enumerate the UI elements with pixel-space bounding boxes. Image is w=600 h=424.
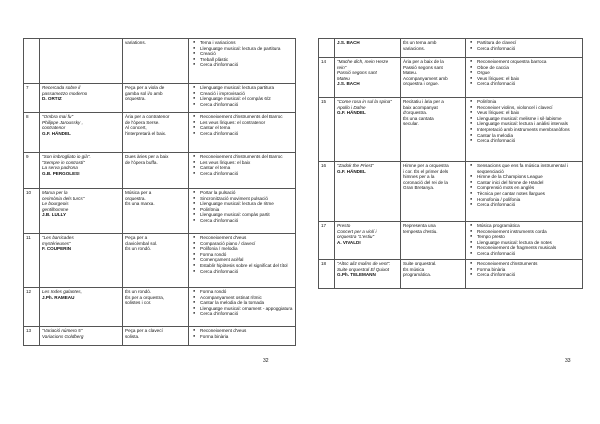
table-row — [319, 58, 583, 98]
activity-item: ● Orgue — [477, 70, 580, 76]
activity-item: ● Interpretació amb instruments membranòfons — [477, 127, 580, 133]
work-title: mystérieuses" — [42, 240, 71, 246]
description-line: És una cantata — [403, 115, 434, 121]
work-title: Apollo i Dafne — [337, 104, 366, 110]
description-line: Al concert, — [125, 125, 147, 131]
activity-item: ● Cerca d'informació — [200, 102, 293, 108]
activity-item: ● Comparació piano / clavecí — [200, 241, 293, 247]
work-title: Le bourgeois — [42, 201, 69, 207]
table-row — [24, 39, 296, 84]
activity-item: ● Portar la pulsació — [200, 190, 293, 196]
work-title: Presto — [337, 223, 351, 228]
repertoire-table-left — [23, 38, 296, 346]
activity-item: ● Establir hipòtesis sobre el significat del títol — [200, 263, 293, 269]
description-line: variacions. — [403, 45, 425, 51]
activity-item: ● Les veus líriques: el baix — [200, 160, 293, 166]
row-number: 13 — [24, 327, 40, 346]
description-line: Peça per a viola de — [125, 85, 165, 90]
activity-item: ● Forma rondó — [200, 289, 293, 295]
work-title: Variacions Goldberg — [42, 333, 84, 339]
activity-item: ● Llenguatge musical: lectura de notes — [477, 240, 580, 246]
activity-item: ● Llenguatge musical: lectura de ritme — [200, 201, 293, 207]
row-number: 12 — [24, 288, 40, 327]
description-line: de l'òpera Serse. — [125, 119, 160, 125]
description-cell — [123, 113, 189, 153]
description-line: Gran Bretanya. — [403, 185, 435, 191]
row-number — [24, 39, 40, 84]
work-title: "Mache dich, mein Herze — [337, 59, 389, 64]
description-cell — [123, 189, 189, 234]
work-cell — [335, 222, 401, 260]
activity-item: ● Cantar inici del himne de Händel — [477, 180, 580, 186]
work-title: "Sempre in contrasti" — [42, 159, 85, 165]
activity-item: ● Música programàtica — [477, 223, 580, 229]
activity-item: ● Reconeixement d'veus — [200, 235, 293, 241]
description-line: Representa una — [403, 223, 436, 228]
activity-item: ● Tècnica per cantar notes llargues — [477, 191, 580, 197]
description-line: l'interpretarà el baix. — [125, 130, 167, 136]
description-line: baix acompanyat — [403, 104, 438, 110]
activity-item: ● Sincronització moviment pulsació — [200, 196, 293, 202]
composer-name: G.F. HÄNDEL — [337, 168, 366, 174]
work-title: gentilhomme — [42, 206, 69, 212]
composer-name: D. ORTIZ — [42, 96, 62, 102]
page-number: 33 — [565, 358, 571, 364]
work-title: "Come rosa in sul la spina" — [337, 99, 392, 104]
activity-item: ● Tema i variacions — [200, 40, 293, 46]
activity-item: ● Cerca d'informació — [200, 171, 293, 177]
repertoire-table-right — [318, 38, 583, 289]
work-title: passamezzo moderno — [42, 90, 88, 96]
description-cell — [123, 39, 189, 84]
work-cell — [335, 98, 401, 162]
work-title: cerimònia dels turcs" — [42, 195, 85, 201]
activity-item: ● Cerca d'informació — [477, 272, 580, 278]
description-line: variations. — [125, 40, 146, 45]
activity-item: ● Polifonia / melodia — [200, 246, 293, 252]
activities-cell — [189, 84, 296, 113]
activity-item: ● Llenguatge musical: lectura i anàlisi intervals — [477, 121, 580, 127]
work-cell — [40, 234, 123, 288]
activities-cell — [466, 98, 583, 162]
description-line: orquestra. — [125, 195, 146, 201]
work-title: Mateu — [337, 75, 350, 81]
activities-list — [191, 235, 293, 274]
activity-item: ● Sensacions que ens fa música instrumental i seqüenciació — [477, 163, 580, 174]
activity-item: ● Començament acèfal — [200, 257, 293, 263]
activity-item: ● Reconeixement de fragments musicals — [477, 245, 580, 251]
activity-item: ● Cerca d'informació — [200, 269, 293, 275]
table-row — [319, 39, 583, 58]
description-cell — [401, 260, 466, 289]
activity-item: ● Cerca d'informació — [477, 251, 580, 257]
activities-cell — [466, 39, 583, 58]
activities-cell — [189, 288, 296, 327]
activities-cell — [189, 113, 296, 153]
description-line: És una marxa. — [125, 201, 155, 207]
row-number: 15 — [319, 98, 335, 162]
activity-item: ● Cantar el tema — [200, 165, 293, 171]
row-number: 18 — [319, 260, 335, 289]
activities-cell — [189, 189, 296, 234]
description-line: solistes i cor. — [125, 300, 152, 306]
description-line: coronació del rei de la — [403, 179, 448, 185]
activity-item: ● Reconeixer violins, violoncel i clavecí — [477, 105, 580, 111]
work-title: Philippe Jaroussky , — [42, 119, 83, 125]
activity-item: ● Himne de la Champions League — [477, 174, 580, 180]
activity-item: ● Cerca d'informació — [477, 138, 580, 144]
description-line: tempesta d'estiu. — [403, 228, 438, 234]
work-title: rein" — [337, 64, 347, 70]
description-line: Acompanyament amb — [403, 75, 448, 81]
row-number: 17 — [319, 222, 335, 260]
work-title: "Ombra mai fu" — [42, 114, 74, 119]
activity-item: ● Tempo presto — [477, 234, 580, 240]
work-cell — [40, 113, 123, 153]
description-line: orquestra i orgue. — [403, 81, 440, 87]
activity-item: ● Reconeixement orquestra barroca — [477, 59, 580, 65]
description-line: Dues àries per a baix — [125, 154, 169, 159]
description-cell — [401, 98, 466, 162]
description-line: És un rondó. — [125, 246, 152, 252]
activities-cell — [189, 234, 296, 288]
description-cell — [123, 327, 189, 346]
activities-cell — [189, 153, 296, 189]
row-number: 16 — [319, 162, 335, 222]
description-cell — [401, 162, 466, 222]
description-line: d'orquestra. — [403, 110, 428, 116]
row-number — [319, 39, 335, 58]
activity-item: ● Llenguatge musical: ornament - appoggiatura — [200, 306, 293, 312]
activities-list — [468, 261, 580, 278]
work-cell — [335, 162, 401, 222]
composer-name: A. VIVALDI — [337, 239, 361, 245]
activities-cell — [189, 39, 296, 84]
activity-item: ● Cantar la melodia de la tornada — [200, 300, 293, 306]
work-title: Suite orquestral El Quixot — [337, 266, 390, 272]
activities-list — [191, 85, 293, 107]
page-number: 32 — [263, 358, 269, 364]
description-line: i cor. És el primer dels — [403, 168, 449, 174]
work-title: Marxa per la — [42, 190, 68, 195]
activities-list — [468, 223, 580, 257]
description-line: Ària per a contratenor — [125, 114, 170, 119]
work-title: "Les barricades — [42, 235, 74, 240]
table-row — [319, 260, 583, 289]
activity-item: ● Polirítmia — [477, 99, 580, 105]
activities-cell — [466, 222, 583, 260]
activity-item: ● Reconeixement d'veus — [200, 328, 293, 334]
description-line: Peça per a — [125, 235, 148, 240]
row-number: 9 — [24, 153, 40, 189]
description-line: programàtica. — [403, 272, 432, 278]
work-cell — [335, 39, 401, 58]
table-row — [24, 288, 296, 327]
row-number: 10 — [24, 189, 40, 234]
description-line: Passió segons sant — [403, 64, 443, 70]
composer-name: G.F. HÄNDEL — [42, 130, 71, 136]
table-row — [24, 113, 296, 153]
activity-item: ● Homofonia / polifonia — [477, 197, 580, 203]
work-cell — [335, 260, 401, 289]
description-line: de l'òpera buffa. — [125, 159, 158, 165]
activities-list — [191, 114, 293, 136]
activities-list — [191, 328, 293, 339]
table-row — [24, 189, 296, 234]
activity-item: ● Forma binària — [200, 334, 293, 340]
description-line: Suite orquestral. — [403, 261, 437, 266]
work-cell — [40, 84, 123, 113]
work-title: "Variació número 5" — [42, 328, 83, 333]
activity-item: ● Creació i improvisació — [200, 91, 293, 97]
work-title: Concert per a violí i — [337, 228, 377, 234]
activity-item: ● Reconeixement d'instruments del Barroc — [200, 154, 293, 160]
activity-item: ● Llenguatge musical: lectura partitura — [200, 85, 293, 91]
composer-name: J.S. BACH — [337, 81, 360, 87]
activity-item: ● Llenguatge musical: lectura de partitura — [200, 46, 293, 52]
activity-item: ● Cantar la melodia — [477, 133, 580, 139]
description-line: himnes per a la — [403, 174, 435, 180]
activity-item: ● Oboe de caccia — [477, 65, 580, 71]
activities-list — [191, 289, 293, 317]
activity-item: ● Veus líriques: el baix — [477, 110, 580, 116]
description-cell — [401, 58, 466, 98]
table-row — [319, 162, 583, 222]
description-cell — [123, 288, 189, 327]
row-number: 14 — [319, 58, 335, 98]
activities-list — [468, 59, 580, 87]
description-line: Himne per a orquestra — [403, 163, 449, 168]
composer-name: G.F. HÄNDEL — [337, 110, 366, 116]
table-row — [319, 98, 583, 162]
composer-name: J.B. LULLY — [42, 212, 67, 218]
activity-item: ● Forma binària — [477, 267, 580, 273]
composer-name: G.B. PERGOLESI — [42, 170, 80, 176]
description-line: gamba sol i/o amb — [125, 90, 163, 96]
work-title: "Son imbrogliato io già". — [42, 154, 91, 159]
composer-name: J.Ph. RAMEAU — [42, 294, 75, 300]
description-cell — [401, 222, 466, 260]
description-line: És un tema amb — [403, 40, 437, 45]
activities-cell — [466, 162, 583, 222]
work-title: orquestra "L'estiu" — [337, 234, 375, 240]
description-line: És per a orquestra, — [125, 294, 165, 300]
work-title: La serva padrona — [42, 165, 78, 171]
description-cell — [123, 84, 189, 113]
activity-item: ● Llenguatge musical: melisme i sil·labisme — [477, 116, 580, 122]
activities-list — [191, 154, 293, 176]
description-line: Recitatiu i ària per a — [403, 99, 444, 104]
activities-list — [191, 40, 293, 68]
work-title: contratenor — [42, 125, 66, 131]
work-title: Les Indes galantes, — [42, 289, 82, 294]
right-page — [300, 0, 600, 424]
work-title: "Altsc aliz molins de vent". — [337, 261, 391, 266]
row-number: 11 — [24, 234, 40, 288]
work-cell — [40, 153, 123, 189]
activities-list — [468, 99, 580, 144]
description-line: És un rondó. — [125, 289, 152, 294]
description-line: És música — [403, 266, 425, 272]
activity-item: ● Llenguatge musical: compàs partit — [200, 212, 293, 218]
row-number: 7 — [24, 84, 40, 113]
work-cell — [335, 58, 401, 98]
description-line: orquestra. — [125, 96, 146, 102]
table-row — [24, 84, 296, 113]
work-cell — [40, 189, 123, 234]
activity-item: ● Llenguatge musical: el compàs 6/2 — [200, 96, 293, 102]
activity-item: ● Cerca d'informació — [477, 202, 580, 208]
activity-item: ● Cerca d'informació — [200, 131, 293, 137]
table-row — [24, 153, 296, 189]
activity-item: ● Comprensió mots en anglès — [477, 185, 580, 191]
table-row — [319, 222, 583, 260]
description-cell — [401, 39, 466, 58]
description-line: Ària per a baix de la — [403, 59, 444, 64]
activities-cell — [189, 327, 296, 346]
activity-item: ● Les veus líriques: el contratenor — [200, 120, 293, 126]
activity-item: ● Forma rondó — [200, 252, 293, 258]
activity-item: ● Cerca d'informació — [200, 218, 293, 224]
activity-item: ● Creació — [200, 51, 293, 57]
activities-list — [191, 190, 293, 224]
description-line: Mateu. — [403, 70, 418, 76]
activity-item: ● Veus líriques: el baix — [477, 76, 580, 82]
activity-item: ● Partitura de clavecí — [477, 40, 580, 46]
row-number: 8 — [24, 113, 40, 153]
activity-item: ● Cerca d'informació — [200, 311, 293, 317]
description-line: secular. — [403, 121, 419, 127]
activities-list — [468, 40, 580, 51]
activity-item: ● Treball plàstic — [200, 57, 293, 63]
work-cell — [40, 327, 123, 346]
work-title: Recercada sobre il — [42, 85, 81, 90]
description-line: Peça per a clavecí — [125, 328, 163, 333]
description-cell — [123, 234, 189, 288]
composer-name: J.S. BACH — [337, 40, 360, 45]
activity-item: ● Reconeixement d'instruments del Barroc — [200, 114, 293, 120]
activity-item: ● Reconeixement d'instruments — [477, 261, 580, 267]
description-line: Música per a — [125, 190, 152, 195]
activity-item: ● Cerca d'informació — [200, 62, 293, 68]
table-row — [24, 234, 296, 288]
description-line: solista. — [125, 333, 140, 339]
activity-item: ● Reconeixement instruments corda — [477, 229, 580, 235]
table-row — [24, 327, 296, 346]
composer-name: F. COUPERIN — [42, 246, 72, 252]
work-cell — [40, 288, 123, 327]
activity-item: ● Cantar el tema — [200, 125, 293, 131]
activity-item: ● Polirítmia — [200, 207, 293, 213]
description-cell — [123, 153, 189, 189]
description-line: clavicèmbal sol. — [125, 240, 158, 246]
activity-item: ● Acompanyament ostinat rítmic — [200, 295, 293, 301]
activity-item: ● Cerca d'informació — [477, 46, 580, 52]
activities-list — [468, 163, 580, 208]
composer-name: G.Ph. TELEMANN — [337, 272, 376, 278]
activities-cell — [466, 260, 583, 289]
work-cell — [40, 39, 123, 84]
work-title: "Zadok the Priest" — [337, 163, 374, 168]
activity-item: ● Cerca d'informació — [477, 81, 580, 87]
work-title: Passió segons sant — [337, 70, 377, 76]
activities-cell — [466, 58, 583, 98]
